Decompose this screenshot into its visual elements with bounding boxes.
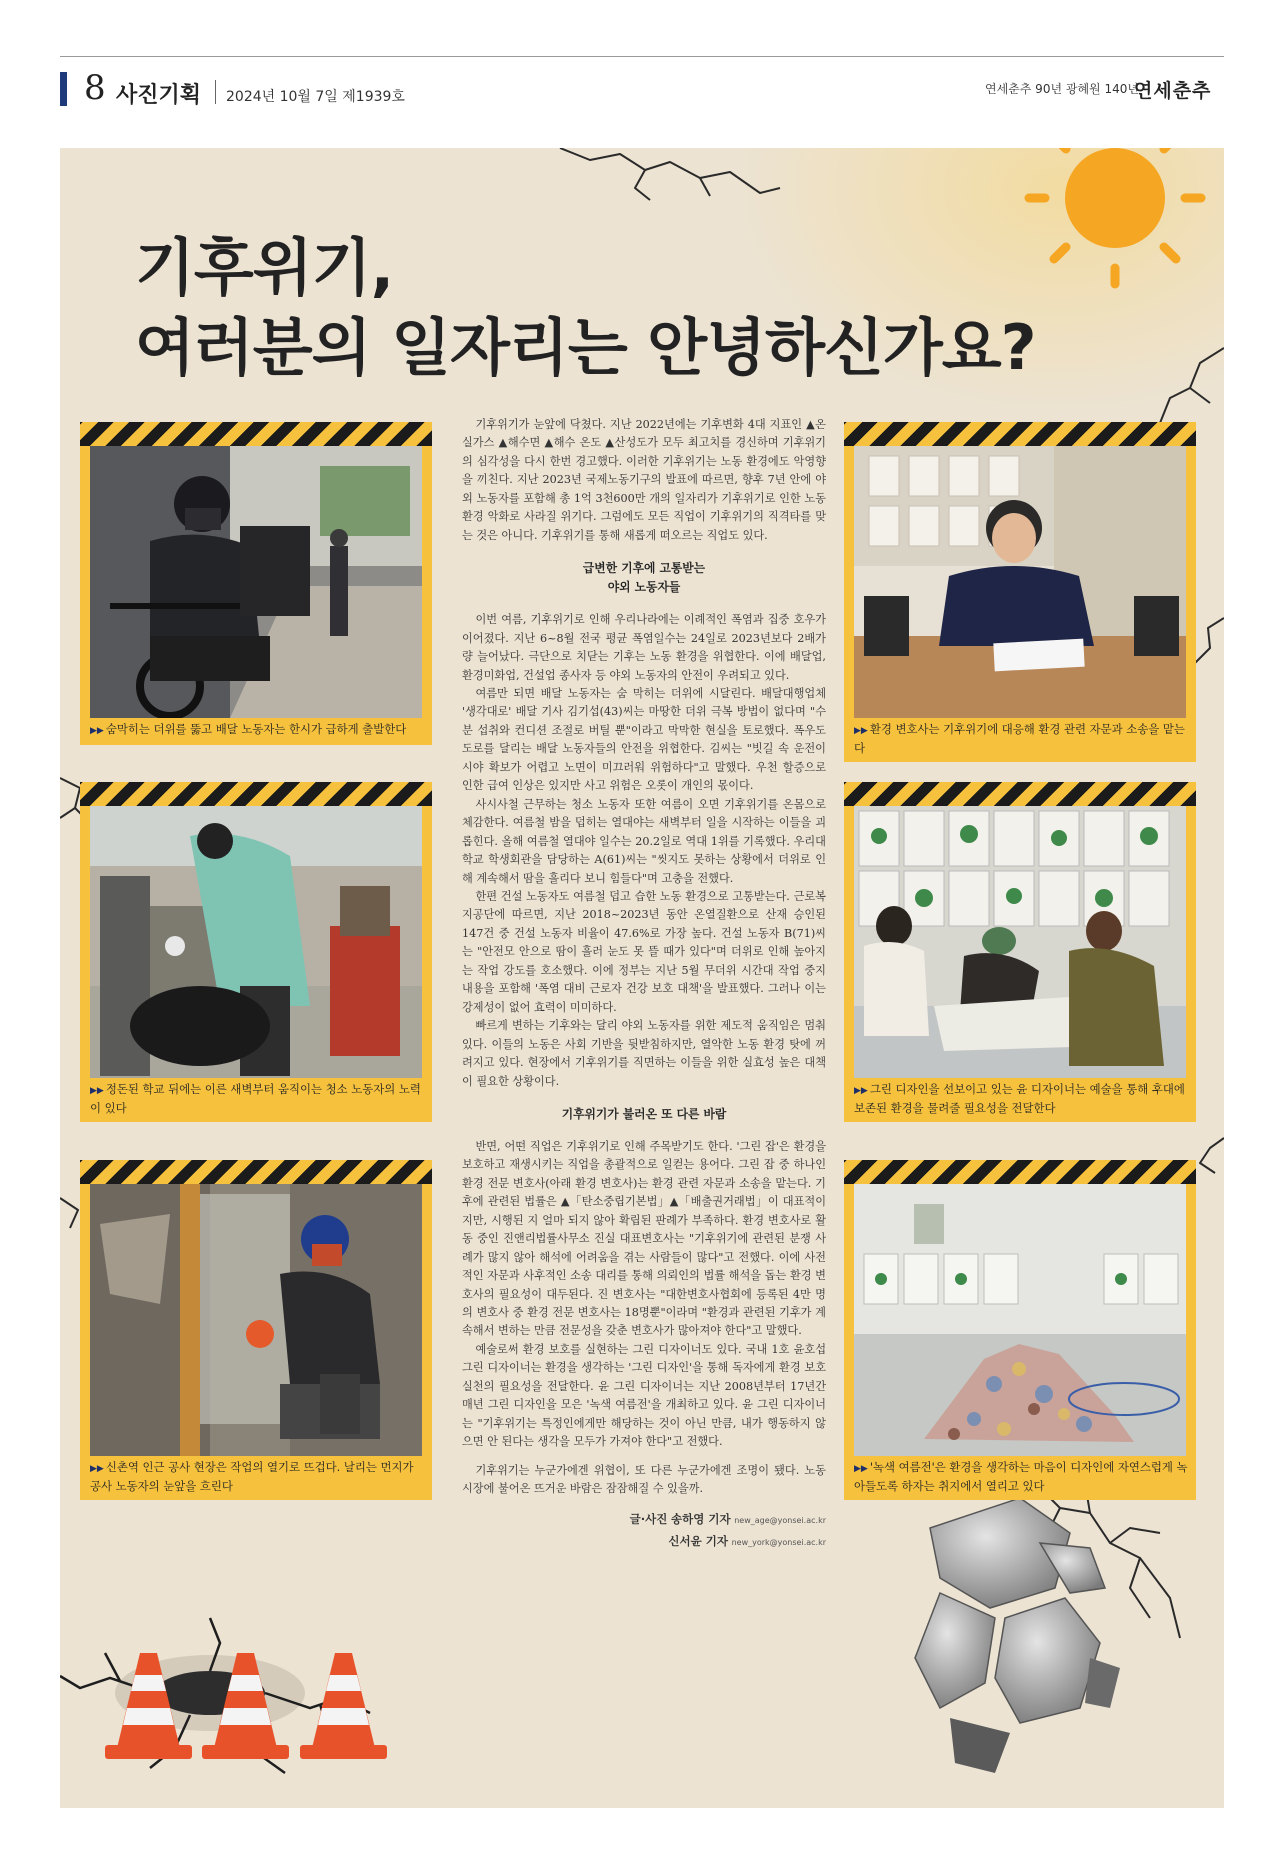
subheading-1 bbox=[462, 559, 826, 597]
paper-name: 연세춘추 bbox=[1134, 80, 1212, 102]
byline-name: 신서윤 기자 bbox=[668, 1533, 728, 1548]
photo-card-cleaner bbox=[80, 782, 432, 1122]
photo-card-construction bbox=[80, 1160, 432, 1500]
header-divider bbox=[215, 80, 216, 104]
broken-rock-icon bbox=[915, 1498, 1120, 1773]
subheading-1-line-2: 야외 노동자들 bbox=[607, 580, 681, 595]
photo-card-lawyer bbox=[844, 422, 1196, 762]
photo-caption bbox=[80, 1456, 432, 1500]
photo-delivery-worker bbox=[90, 446, 422, 718]
caption-text: 환경 변호사는 기후위기에 대응해 환경 관련 자문과 소송을 맡는다 bbox=[854, 722, 1185, 755]
article-outro: 기후위기는 누군가에겐 위협이, 또 다른 누군가에겐 조명이 됐다. 노동 시장에 불어온 뜨거운 바람은 잠잠해질 수 있을까. bbox=[462, 1463, 826, 1496]
caution-stripe bbox=[80, 422, 432, 446]
caption-text: 정돈된 학교 뒤에는 이른 새벽부터 움직이는 청소 노동자의 노력이 있다 bbox=[90, 1082, 421, 1115]
caution-stripe bbox=[844, 1160, 1196, 1184]
article-paragraph: 한편 건설 노동자도 여름철 덥고 습한 노동 환경으로 고통받는다. 근로복지공단에 따르면, 지난 2018~2023년 동안 온열질환으로 산재 승인된 147건 중 건설 노동자 비율이 47.6%로 가장 높다. 건설 노동자 B(71)씨는 "안전모 안으로 땀이 흘러 눈도 못 뜰 때가 있다"며 더위로 인해 높아지는 작업 강도를 호소했다. 이에 정부는 지난 5월 무더위 시간대 작업 중지 내용을 포함해 '폭염 대비 근로자 건강 보호 대책'을 발표했다. 그러나 이는 강제성이 없어 효력이 미미하다. bbox=[462, 889, 826, 1014]
byline-email: new_age@yonsei.ac.kr bbox=[734, 1515, 826, 1525]
article-intro: 기후위기가 눈앞에 닥쳤다. 지난 2022년에는 기후변화 4대 지표인 ▲온실가스 ▲해수면 ▲해수 온도 ▲산성도가 모두 최고치를 경신하며 기후위기의 심각성을 다시 한번 경고했다. 이러한 기후위기는 노동 환경에도 악영향을 끼친다. 지난 2023년 국제노동기구의 발표에 따르면, 향후 7년 안에 야외 노동자를 포함해 총 1억 3천600만 개의 일자리가 기후위기로 인한 노동 환경 악화로 사라질 위기다. 그럼에도 모든 직업이 기후위기의 직격타를 맞는 것은 아니다. 기후위기를 통해 새롭게 떠오르는 직업도 있다. bbox=[462, 418, 826, 542]
caption-text: 숨막히는 더위를 뚫고 배달 노동자는 한시가 급하게 출발한다 bbox=[105, 722, 407, 736]
photo-caption bbox=[80, 718, 432, 745]
header-accent-bar bbox=[60, 72, 67, 106]
photo-cleaning-worker bbox=[90, 806, 422, 1078]
byline-email: new_york@yonsei.ac.kr bbox=[731, 1537, 826, 1547]
headline-line-2: 여러분의 일자리는 안녕하신가요? bbox=[135, 311, 1036, 384]
caution-stripe bbox=[80, 1160, 432, 1184]
photo-caption bbox=[844, 718, 1196, 762]
article-paragraph: 이번 여름, 기후위기로 인해 우리나라에는 이례적인 폭염과 집중 호우가 이어졌다. 지난 6~8월 전국 평균 폭염일수는 24일로 2023년보다 2배가량 늘어났다. 극단으로 치닫는 기후는 노동 환경을 위협한다. 이에 배달업, 환경미화업, 건설업 종사자 등 야외 노동자의 안전이 우려되고 있다. bbox=[462, 613, 826, 682]
arrow-bullet-icon: ▶▶ bbox=[90, 1464, 104, 1474]
photo-card-exhibition bbox=[844, 1160, 1196, 1500]
arrow-bullet-icon: ▶▶ bbox=[854, 1086, 868, 1096]
issue-date: 2024년 10월 7일 제1939호 bbox=[226, 89, 405, 105]
article-body bbox=[462, 416, 826, 1553]
headline-line-1: 기후위기, bbox=[135, 231, 394, 304]
photo-construction-worker bbox=[90, 1184, 422, 1456]
caution-stripe bbox=[80, 782, 432, 806]
arrow-bullet-icon: ▶▶ bbox=[854, 1464, 868, 1474]
photo-green-summer-exhibition bbox=[854, 1184, 1186, 1456]
section-title: 사진기획 bbox=[116, 83, 202, 108]
caption-text: 그린 디자인을 선보이고 있는 윤 디자이너는 예술을 통해 후대에 보존된 환경을 물려줄 필요성을 전달한다 bbox=[854, 1082, 1185, 1115]
traffic-cone-icons bbox=[105, 1653, 387, 1759]
caption-text: '녹색 여름전'은 환경을 생각하는 마음이 디자인에 자연스럽게 녹아들도록 하자는 취지에서 열리고 있다 bbox=[854, 1460, 1188, 1493]
arrow-bullet-icon: ▶▶ bbox=[854, 726, 868, 736]
photo-green-designer bbox=[854, 806, 1186, 1078]
caution-stripe bbox=[844, 422, 1196, 446]
article-paragraph: 사시사철 근무하는 청소 노동자 또한 여름이 오면 기후위기를 온몸으로 체감한다. 여름철 밤을 덥히는 열대야는 새벽부터 일을 시작하는 이들을 괴롭힌다. 올해 여름철 열대야 일수는 20.2일로 역대 1위를 기록했다. 우리대학교 학생회관을 담당하는 A(61)씨는 "씻지도 못하는 상황에서 더위로 인해 계속해서 땀을 흘리다 보니 힘들다"며 고충을 전했다. bbox=[462, 797, 826, 885]
subheading-2: 기후위기가 불러온 또 다른 바람 bbox=[561, 1106, 727, 1121]
photo-card-delivery bbox=[80, 422, 432, 745]
photo-card-designer bbox=[844, 782, 1196, 1122]
page-number: 8 bbox=[84, 68, 106, 108]
caption-text: 신촌역 인근 공사 현장은 작업의 열기로 뜨겁다. 날리는 먼지가 공사 노동자의 눈앞을 흐린다 bbox=[90, 1460, 414, 1493]
byline-name: 송하영 기자 bbox=[671, 1511, 731, 1526]
photo-caption bbox=[844, 1078, 1196, 1122]
caution-stripe bbox=[844, 782, 1196, 806]
photo-caption bbox=[80, 1078, 432, 1122]
article-paragraph: 예술로써 환경 보호를 실현하는 그린 디자이너도 있다. 국내 1호 윤호섭 그린 디자이너는 환경을 생각하는 '그린 디자인'을 통해 독자에게 환경 보호 실천의 필요성을 전달한다. 윤 그린 디자이너는 지난 2008년부터 17년간 매년 그린 디자인을 모은 '녹색 여름전'을 개최하고 있다. 윤 그린 디자이너는 "기후위기는 특정인에게만 해당하는 것이 아닌 만큼, 내가 행동하지 않으면 안 된다는 생각을 모두가 가져야 한다"고 전했다. bbox=[462, 1342, 826, 1449]
subheading-1-line-1: 급변한 기후에 고통받는 bbox=[582, 561, 706, 576]
byline-role: 글·사진 bbox=[629, 1511, 668, 1526]
feature-panel bbox=[60, 148, 1224, 1808]
article-paragraph: 빠르게 변하는 기후와는 달리 야외 노동자를 위한 제도적 움직임은 멈춰있다. 이들의 노동은 사회 기반을 뒷받침하지만, 열악한 노동 환경 탓에 꺼려지고 있다. 현장에서 기후위기를 직면하는 이들을 위한 실효성 높은 대책이 필요한 상황이다. bbox=[462, 1019, 826, 1088]
arrow-bullet-icon: ▶▶ bbox=[90, 726, 104, 736]
article-paragraph: 여름만 되면 배달 노동자는 숨 막히는 더위에 시달린다. 배달대행업체 '생각대로' 배달 기사 김기섭(43)씨는 마땅한 더위 극복 방법이 없다며 "수분 섭취와 컨디션 조절로 버틸 뿐"이라고 막막한 현실을 토로했다. 폭우도 도로를 달리는 배달 노동자들의 안전을 위협한다. 김씨는 "빗길 속 운전이 시야 확보가 어렵고 노면이 미끄러워 위험하다"고 말했다. 우천 할증으로 인한 급여 인상은 있지만 사고 위험은 오롯이 개인의 몫이다. bbox=[462, 686, 826, 793]
photo-caption bbox=[844, 1456, 1196, 1500]
article-paragraph: 반면, 어떤 직업은 기후위기로 인해 주목받기도 한다. '그린 잡'은 환경을 보호하고 재생시키는 직업을 총괄적으로 일컫는 용어다. 그린 잡 중 하나인 환경 전문 변호사(아래 환경 변호사)는 환경 관련 자문과 소송을 맡는다. 기후에 관련된 법률은 ▲「탄소중립기본법」▲「배출권거래법」이 대표적이지만, 시행된 지 얼마 되지 않아 확립된 판례가 부족하다. 환경 변호사로 활동 중인 진앤리법률사무소 진실 대표변호사는 "기후위기에 관련된 분쟁 사례가 많지 않아 해석에 어려움을 겪는 사람들이 많다"고 전했다. 이에 사전적인 자문과 사후적인 소송 대리를 통해 의뢰인의 법률 해석을 돕는 환경 변호사의 필요성이 대두된다. 진 변호사는 "대한변호사협회에 등록된 4만 명의 변호사 중 환경 전문 변호사는 18명뿐"이라며 "환경과 관련된 기후가 계속해서 변하는 만큼 전문성을 갖춘 변호사가 많아져야 한다"고 말했다. bbox=[462, 1139, 826, 1338]
header-rule bbox=[60, 56, 1224, 57]
byline bbox=[462, 1509, 826, 1553]
arrow-bullet-icon: ▶▶ bbox=[90, 1086, 104, 1096]
photo-environment-lawyer bbox=[854, 446, 1186, 718]
masthead-info: 연세춘추 90년 광혜원 140년 bbox=[985, 82, 1139, 96]
